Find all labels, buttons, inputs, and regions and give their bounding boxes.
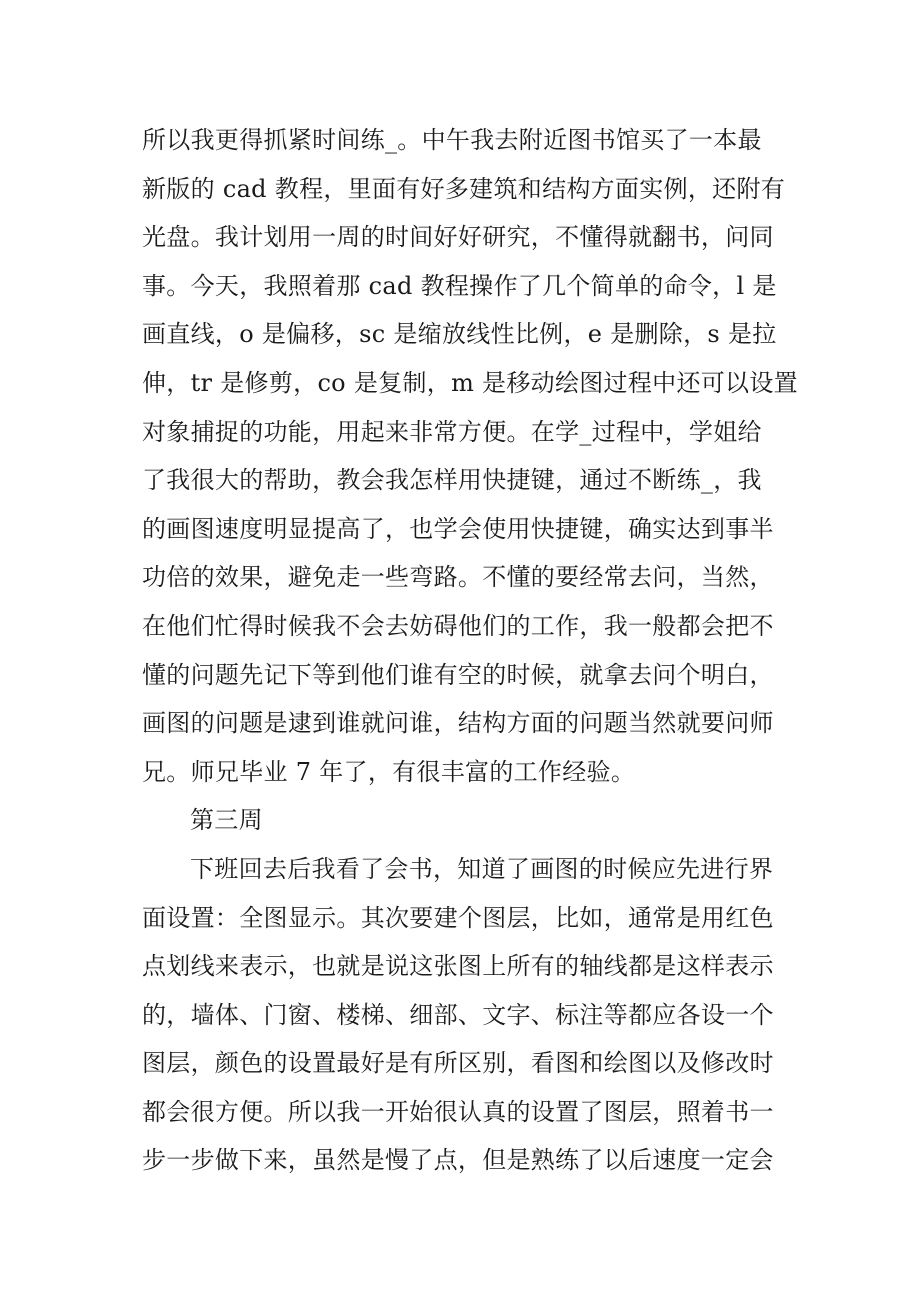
paragraph-line: 光盘。我计划用一周的时间好好研究，不懂得就翻书，问同 (142, 223, 774, 252)
paragraph-line: 画图的问题是逮到谁就问谁，结构方面的问题当然就要问师 (142, 709, 774, 738)
paragraph-line: 图层，颜色的设置最好是有所区别，看图和绘图以及修改时 (142, 1049, 774, 1078)
paragraph-line: 功倍的效果，避免走一些弯路。不懂的要经常去问，当然， (142, 563, 774, 592)
paragraph-line: 点划线来表示，也就是说这张图上所有的轴线都是这样表示 (142, 952, 774, 981)
paragraph-line: 事。今天，我照着那 cad 教程操作了几个简单的命令，l 是 (142, 271, 777, 300)
paragraph-line: 的画图速度明显提高了，也学会使用快捷键，确实达到事半 (142, 514, 774, 543)
paragraph-line: 伸，tr 是修剪，co 是复制，m 是移动绘图过程中还可以设置 (142, 368, 798, 397)
paragraph-line: 下班回去后我看了会书，知道了画图的时候应先进行界 (190, 854, 774, 883)
paragraph-line: 了我很大的帮助，教会我怎样用快捷键，通过不断练_，我 (142, 466, 762, 495)
document-body (142, 116, 798, 1185)
paragraph-line: 对象捕捉的功能，用起来非常方便。在学_过程中，学姐给 (142, 417, 762, 446)
paragraph-line: 步一步做下来，虽然是慢了点，但是熟练了以后速度一定会 (142, 1146, 774, 1175)
section-heading: 第三周 (190, 806, 263, 835)
paragraph-line: 新版的 cad 教程，里面有好多建筑和结构方面实例，还附有 (142, 174, 786, 203)
paragraph-line: 画直线，o 是偏移，sc 是缩放线性比例，e 是删除，s 是拉 (142, 320, 777, 349)
paragraph-line: 的，墙体、门窗、楼梯、细部、文字、标注等都应各设一个 (142, 1000, 774, 1029)
paragraph-line: 懂的问题先记下等到他们谁有空的时候，就拿去问个明白， (142, 660, 774, 689)
paragraph-line: 在他们忙得时候我不会去妨碍他们的工作，我一般都会把不 (142, 611, 774, 640)
paragraph-line: 兄。师兄毕业 7 年了，有很丰富的工作经验。 (142, 757, 636, 786)
paragraph-line: 都会很方便。所以我一开始很认真的设置了图层，照着书一 (142, 1097, 774, 1126)
paragraph-line: 面设置：全图显示。其次要建个图层，比如，通常是用红色 (142, 903, 774, 932)
paragraph-line: 所以我更得抓紧时间练_。中午我去附近图书馆买了一本最 (142, 126, 762, 154)
